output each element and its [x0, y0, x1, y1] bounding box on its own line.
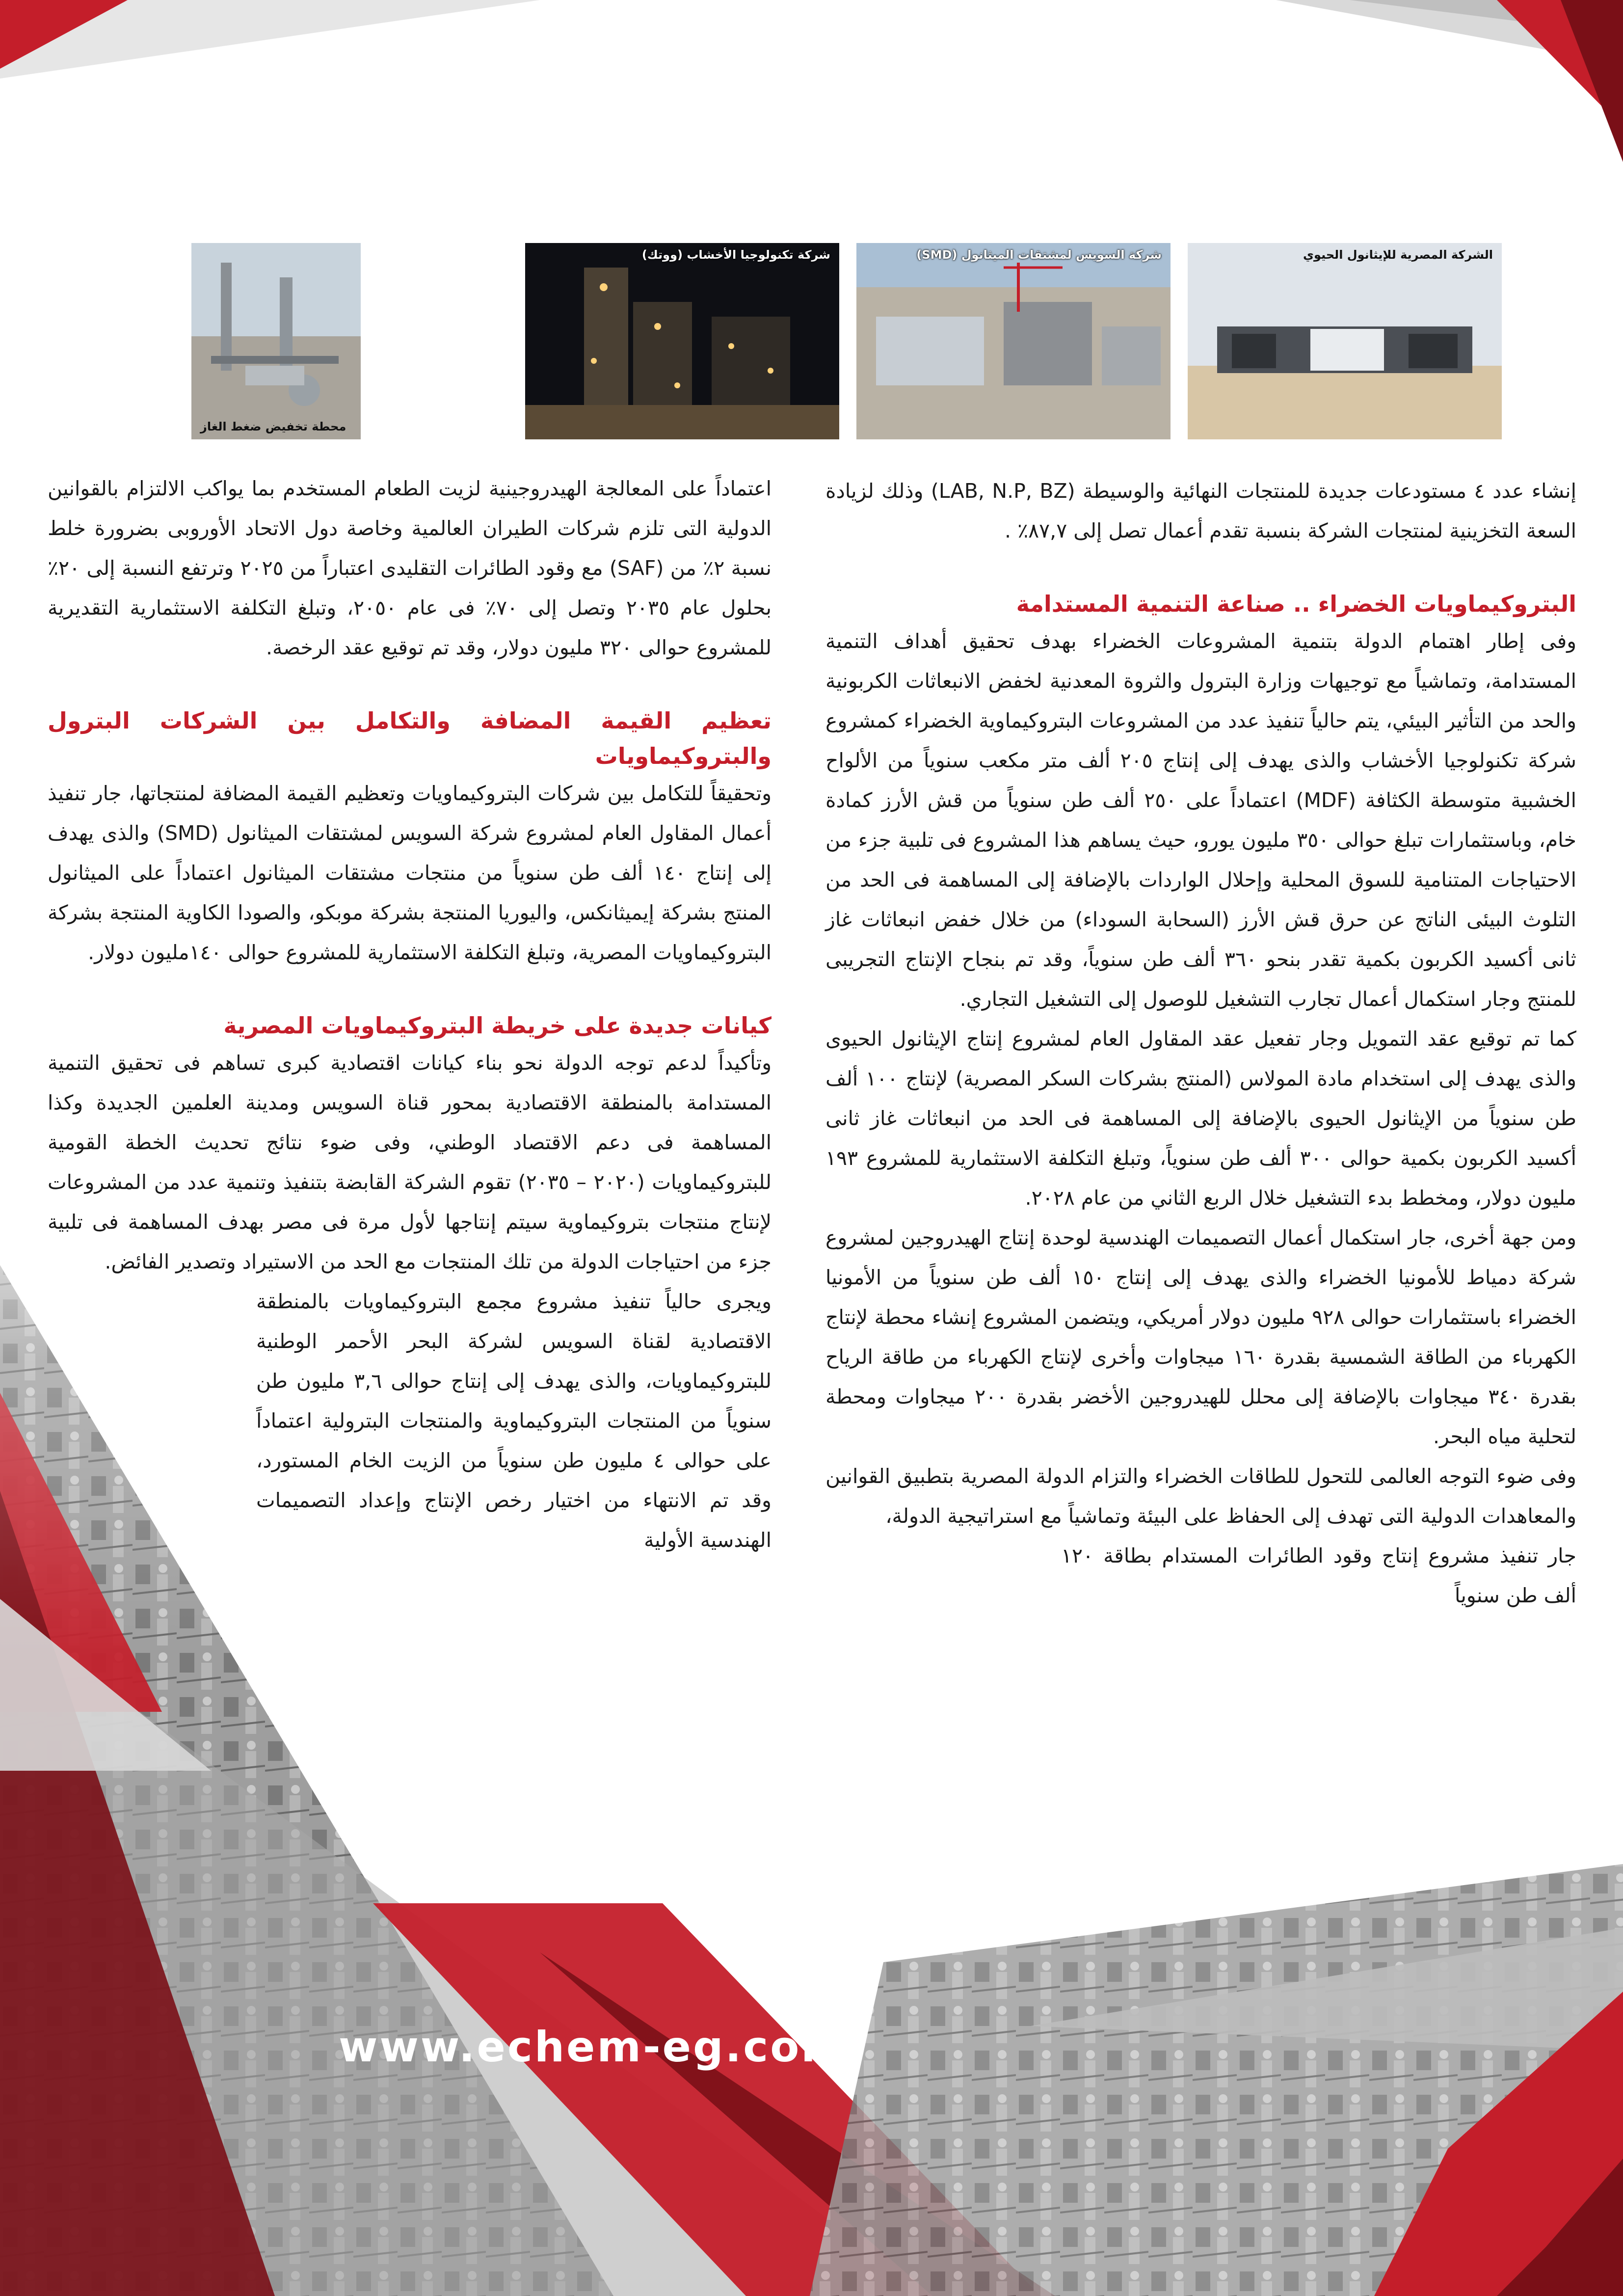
right-column — [825, 471, 1576, 1616]
left-column — [48, 469, 772, 1560]
saf-paragraph: اعتماداً على المعالجة الهيدروجينية لزيت الطعام المستخدم بما يواكب الالتزام بالقوانين الدولية التى تلزم شركات الطيران العالمية وخاصة دول الاتحاد الأوروبى بضرورة خلط نسبة ٢٪ من (SAF) مع وقود الطائرات التقليدى اعتباراً من ٢٠٢٥ وترتفع النسبة إلى ٢٠٪ بحلول عام ٢٠٣٥ وتصل إلى ٧٠٪ فى عام ٢٠٥٠، وتبلغ التكلفة الاستثمارية التقديرية للمشروع حوالى ٣٢٠ مليون دولار، وقد تم توقيع عقد الرخصة. — [48, 477, 772, 659]
storage-tanks-paragraph: إنشاء عدد ٤ مستودعات جديدة للمنتجات النهائية والوسيطة (LAB, N.P, BZ) وذلك لزيادة السعة التخزينية لمنتجات الشركة بنسبة تقدم أعمال تصل إلى ٨٧,٧٪ . — [825, 479, 1576, 542]
bioethanol-paragraph: كما تم توقيع عقد التمويل وجار تفعيل عقد المقاول العام لمشروع إنتاج الإيثانول الحيوى والذى يهدف إلى استخدام مادة المولاس (المنتج بشركات السكر المصرية) لإنتاج ١٠٠ ألف طن سنوياً من الإيثانول الحيوى بالإضافة إلى المساهمة فى الحد من انبعاثات غاز ثانى أكسيد الكربون بكمية حوالى ٣٠٠ ألف طن سنوياً، وتبلغ التكلفة الاستثمارية للمشروع ١٩٣ مليون دولار، ومخطط بدء التشغيل خلال الربع الثاني من عام ٢٠٢٨. — [825, 1027, 1576, 1210]
gas-station-caption: محطة تخفيض ضغط الغاز — [200, 420, 346, 433]
green-petrochemicals-heading: البتروكيماويات الخضراء .. صناعة التنمية المستدامة — [1016, 591, 1576, 617]
wootech-caption: شركة تكنولوجيا الأخشاب (ووتك) — [641, 248, 830, 262]
smd-paragraph: وتحقيقاً للتكامل بين شركات البتروكيماويات وتعظيم القيمة المضافة لمنتجاتها، جار تنفيذ أعمال المقاول العام لمشروع شركة السويس لمشتقات الميثانول (SMD) والذى يهدف إلى إنتاج ١٤٠ ألف طن سنوياً من منتجات مشتقات الميثانول اعتماداً على الميثانول المنتج بشركة إيميثانكس، واليوريا المنتجة بشركة موبكو، والصودا الكاوية المنتجة بشركة البتروكيماويات المصرية، وتبلغ التكلفة الاستثمارية للمشروع حوالى ١٤٠مليون دولار. — [48, 782, 772, 964]
green-ammonia-paragraph: ومن جهة أخرى، جار استكمال أعمال التصميمات الهندسية لوحدة إنتاج الهيدروجين لمشروع شركة دمياط للأمونيا الخضراء والذى يهدف إلى إنتاج ١٥٠ ألف طن سنوياً من الأمونيا الخضراء باستثمارات حوالى ٩٢٨ مليون دولار أمريكي، ويتضمن المشروع إنشاء محطة لإنتاج الكهرباء من الطاقة الشمسية بقدرة ١٦٠ ميجاوات وأخرى لإنتاج الكهرباء من طاقة الرياح بقدرة ٣٤٠ ميجاوات بالإضافة إلى محلل للهيدروجين الأخضر بقدرة ٢٠٠ ميجاوات ومحطة لتحلية مياه البحر. — [825, 1226, 1576, 1448]
smd-caption: شركة السويس لمشتقات الميثانول (SMD) — [916, 248, 1162, 262]
ethanol-caption: الشركة المصرية للإيثانول الحيوي — [1303, 248, 1493, 262]
value-added-heading: تعظيم القيمة المضافة والتكامل بين الشركات البترول والبتروكيماويات — [48, 707, 772, 769]
photo-smd — [856, 243, 1171, 439]
photo-ethanol — [1188, 243, 1502, 439]
new-entities-heading: كيانات جديدة على خريطة البتروكيماويات المصرية — [223, 1012, 772, 1039]
red-sea-complex-paragraph: ويجرى حالياً تنفيذ مشروع مجمع البتروكيماويات بالمنطقة الاقتصادية لقناة السويس لشركة البحر الأحمر الوطنية للبتروكيماويات، والذى يهدف إلى إنتاج حوالى ٣,٦ مليون طن سنوياً من المنتجات البتروكيماوية والمنتجات البترولية اعتماداً على حوالى ٤ مليون طن سنوياً من الزيت الخام المستورد، وقد تم الانتهاء من اختيار رخص الإنتاج وإعداد التصميمات الهندسية الأولية — [256, 1290, 772, 1552]
top-decoration — [0, 0, 1623, 206]
green-energy-paragraph: وفى ضوء التوجه العالمى للتحول للطاقات الخضراء والتزام الدولة المصرية بتطبيق القوانين والمعاهدات الدولية التى تهدف إلى الحفاظ على البيئة وتماشياً مع استراتيجية الدولة، — [825, 1464, 1576, 1528]
photo-wootech — [525, 243, 839, 439]
new-entities-paragraph: وتأكيداً لدعم توجه الدولة نحو بناء كيانات اقتصادية كبرى تساهم فى تحقيق التنمية المستدامة بالمنطقة الاقتصادية بمحور قناة السويس ومدينة العلمين الجديدة وكذا المساهمة فى دعم الاقتصاد الوطني، وفى ضوء نتائج تحديث الخطة القومية للبتروكيماويات (٢٠٢٠ – ٢٠٣٥) تقوم الشركة القابضة بتنفيذ وتنمية عدد من المشروعات لإنتاج منتجات بتروكيماوية سيتم إنتاجها لأول مرة فى مصر بهدف المساهمة فى تلبية جزء من احتياجات الدولة من تلك المنتجات مع الحد من الاستيراد وتصدير الفائض. — [48, 1051, 772, 1273]
wood-technology-paragraph: وفى إطار اهتمام الدولة بتنمية المشروعات الخضراء بهدف تحقيق أهداف التنمية المستدامة، وتماشياً مع توجيهات وزارة البترول والثروة المعدنية لخفض الانبعاثات الكربونية والحد من التأثير البيئي، يتم حالياً تنفيذ عدد من المشروعات البتروكيماوية الخضراء كمشروع شركة تكنولوجيا الأخشاب والذى يهدف إلى إنتاج ٢٠٥ ألف متر مكعب سنوياً من الألواح الخشبية متوسطة الكثافة (MDF) اعتماداً على ٢٥٠ ألف طن سنوياً من قش الأرز كمادة خام، وباستثمارات تبلغ حوالى ٣٥٠ مليون يورو، حيث يساهم هذا المشروع فى تلبية جزء من الاحتياجات المتنامية للسوق المحلية وإحلال الواردات بالإضافة إلى المساهمة فى الحد من التلوث البيئى الناتج عن حرق قش الأرز (السحابة السوداء) من خلال خفض انبعاثات غاز ثانى أكسيد الكربون بكمية تقدر بنحو ٣٦٠ ألف طن سنوياً، وقد تم بنجاح الإنتاج التجريبى للمنتج وجار استكمال أعمال تجارب التشغيل للوصول إلى التشغيل التجاري. — [825, 629, 1577, 1011]
saf-intro-paragraph: جار تنفيذ مشروع إنتاج وقود الطائرات المستدام بطاقة ١٢٠ ألف طن سنوياً — [1061, 1544, 1576, 1607]
website-url[interactable]: www.echem-eg.com — [339, 2023, 847, 2072]
photo-gas-station — [191, 243, 361, 439]
